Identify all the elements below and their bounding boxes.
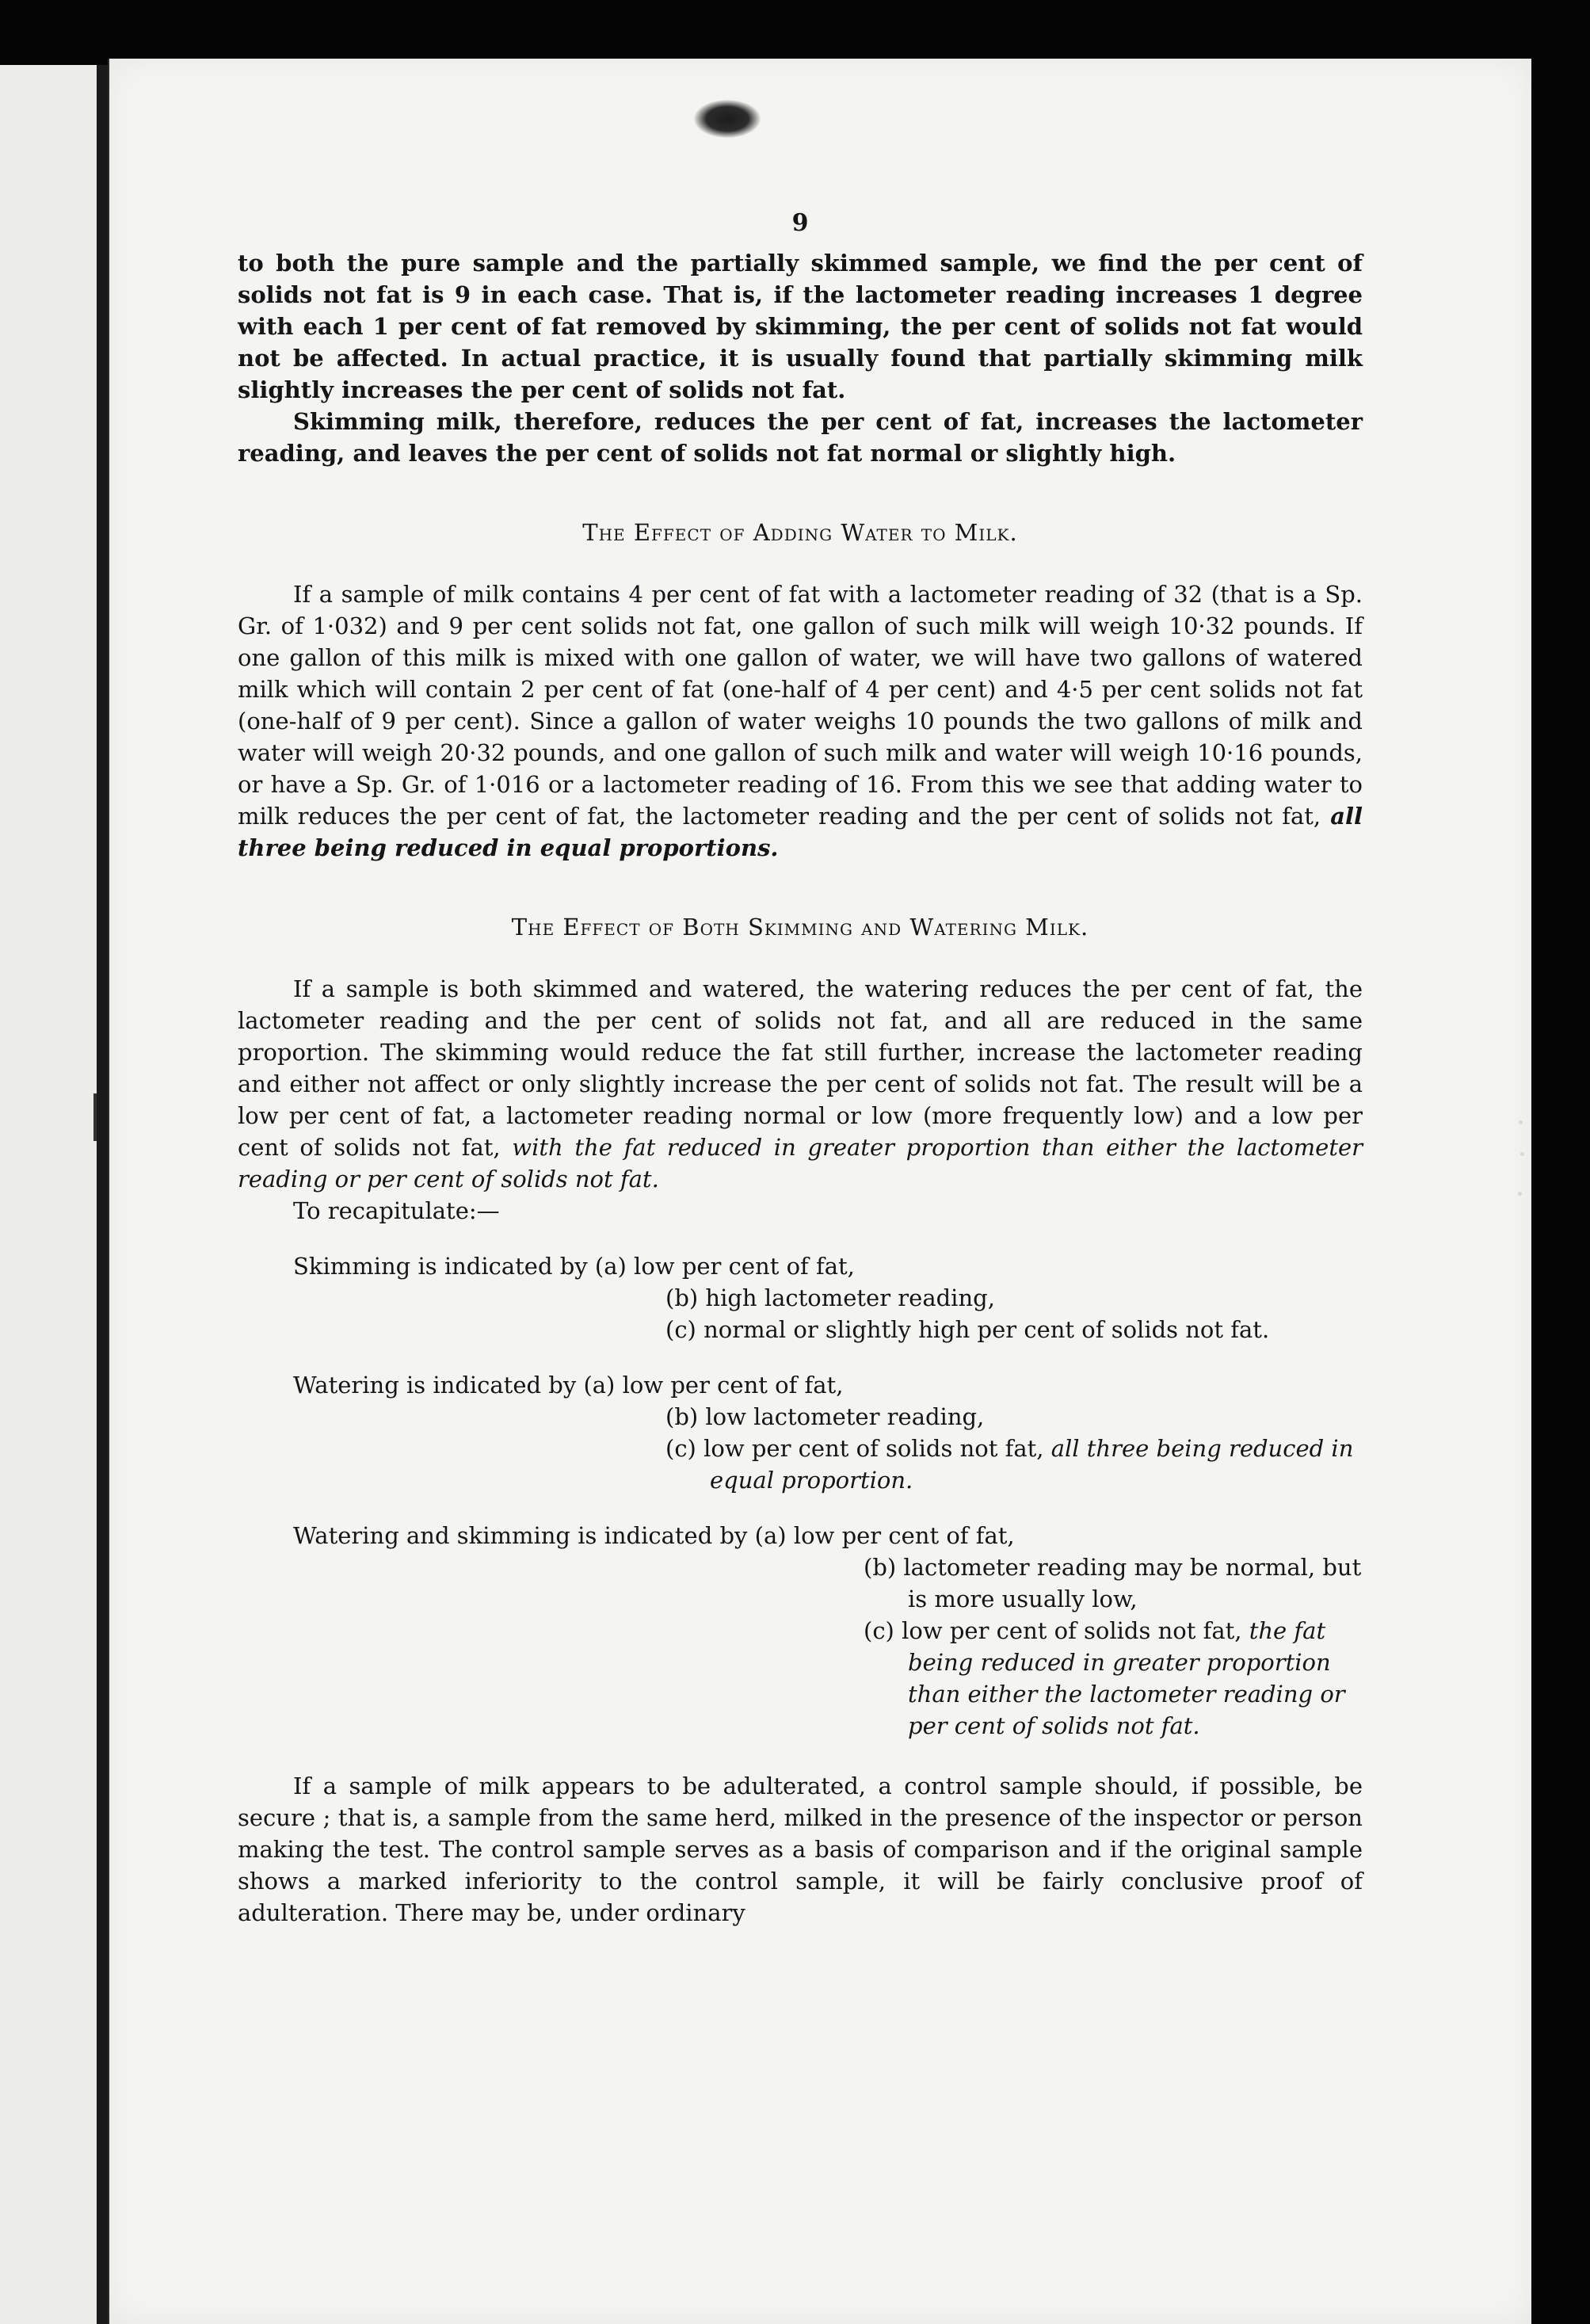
recapitulate-intro: To recapitulate:— — [293, 1197, 500, 1224]
recap-skimming — [238, 1250, 1363, 1345]
recap-watering-item-c-text: (c) low per cent of solids not fat, — [665, 1435, 1044, 1462]
recap-skimming-item-c: (c) normal or slightly high per cent of solids not fat. — [665, 1316, 1270, 1343]
paragraph-skimming-and-watering — [238, 973, 1363, 1195]
paragraph-skimming-and-watering-emphasis: with the fat reduced in greater proportion than either the lactometer reading or per cent of solids not fat. — [238, 1134, 1363, 1193]
paragraph-skimmed-continuation: to both the pure sample and the partially skimmed sample, we find the per cent of solids not fat is 9 in each case. That is, if the lactometer reading increases 1 degree with each 1 per cent of fat removed by skimming, the per cent of solids not fat would not be affected. In actual practice, it is usually found that partially skimming milk slightly increases the per cent of solids not fat. — [238, 250, 1363, 403]
ink-smudge — [694, 100, 761, 138]
recap-watering-and-skimming — [238, 1520, 1363, 1742]
spacer — [238, 1742, 1363, 1770]
recap-watering-item-b: (b) low lactometer reading, — [665, 1403, 985, 1430]
recap-skimming-lead-text: Skimming is indicated by — [293, 1253, 588, 1280]
recap-both-item-c-text: (c) low per cent of solids not fat, — [864, 1617, 1242, 1644]
page-text — [238, 208, 1363, 1929]
section-heading-skimming-and-watering: The Effect of Both Skimming and Watering Milk. — [511, 914, 1089, 941]
paragraph-adding-water-emphasis: all three being reduced in equal proportions. — [238, 803, 1363, 861]
recap-skimming-items — [238, 1282, 1363, 1345]
page-gutter — [97, 65, 108, 2324]
recap-watering-item-c — [665, 1433, 1363, 1496]
recap-skimming-lead — [238, 1250, 1363, 1282]
recap-watering-lead-text: Watering is indicated by — [293, 1372, 577, 1399]
recap-both-item-b: (b) lactometer reading may be normal, but is more usually low, — [864, 1554, 1362, 1612]
recap-skimming-item-b: (b) high lactometer reading, — [665, 1284, 995, 1311]
recap-both-lead — [238, 1520, 1363, 1551]
recap-both-item-c — [864, 1615, 1363, 1742]
section-heading-adding-water: The Effect of Adding Water to Milk. — [582, 519, 1018, 546]
recap-skimming-item-a: (a) low per cent of fat, — [594, 1253, 855, 1280]
recap-watering — [238, 1369, 1363, 1496]
recap-watering-items — [238, 1401, 1363, 1496]
edge-specks — [1517, 1120, 1527, 1247]
recap-watering-item-c-emphasis: all three being reduced in equal proportion. — [710, 1435, 1354, 1494]
paragraph-adding-water — [238, 578, 1363, 864]
recap-both-items — [238, 1551, 1363, 1742]
paragraph-skimming-and-watering-text: If a sample is both skimmed and watered, the watering reduces the per cent of fat, the lactometer reading and the per cent of solids not fat, and all are reduced in the same proportion. The skimming would reduce the fat still further, increase the lactometer reading and either not affect or only slightly increase the per cent of solids not fat. The result will be a low per cent of fat, a lactometer reading normal or low (more frequently low) and a low per cent of solids not fat, — [238, 975, 1363, 1161]
margin-mark — [93, 1093, 97, 1141]
recap-watering-lead — [238, 1369, 1363, 1401]
recap-both-item-c-emphasis: the fat being reduced in greater proportion than either the lactometer reading or per cent of solids not fat. — [908, 1617, 1345, 1739]
page-number: 9 — [791, 209, 809, 237]
paragraph-control-sample: If a sample of milk appears to be adulterated, a control sample should, if possible, be secure ; that is, a sample from the same herd, milked in the presence of the inspector or person making the test. The control sample serves as a basis of comparison and if the original sample shows a marked inferiority to the control sample, it will be fairly conclusive proof of adulteration. There may be, under ordinary — [238, 1773, 1363, 1926]
recap-both-lead-text: Watering and skimming is indicated by — [293, 1522, 748, 1549]
paragraph-adding-water-text: If a sample of milk contains 4 per cent of fat with a lactometer reading of 32 (that is a Sp. Gr. of 1·032) and 9 per cent solids not fat, one gallon of such milk will weigh 10·32 pounds. If one gallon of this milk is mixed with one gallon of water, we will have two gallons of watered milk which will contain 2 per cent of fat (one-half of 4 per cent) and 4·5 per cent solids not fat (one-half of 9 per cent). Since a gallon of water weighs 10 pounds the two gallons of milk and water will weigh 20·32 pounds, and one gallon of such milk and water will weigh 10·16 pounds, or have a Sp. Gr. of 1·016 or a lactometer reading of 16. From this we see that adding water to milk reduces the per cent of fat, the lactometer reading and the per cent of solids not fat, — [238, 581, 1363, 830]
paragraph-skimming-summary: Skimming milk, therefore, reduces the per cent of fat, increases the lactometer reading, and leaves the per cent of solids not fat normal or slightly high. — [238, 408, 1363, 467]
adjacent-page-edge — [0, 65, 99, 2324]
recap-watering-item-a: (a) low per cent of fat, — [583, 1372, 844, 1399]
recap-both-item-a: (a) low per cent of fat, — [754, 1522, 1015, 1549]
